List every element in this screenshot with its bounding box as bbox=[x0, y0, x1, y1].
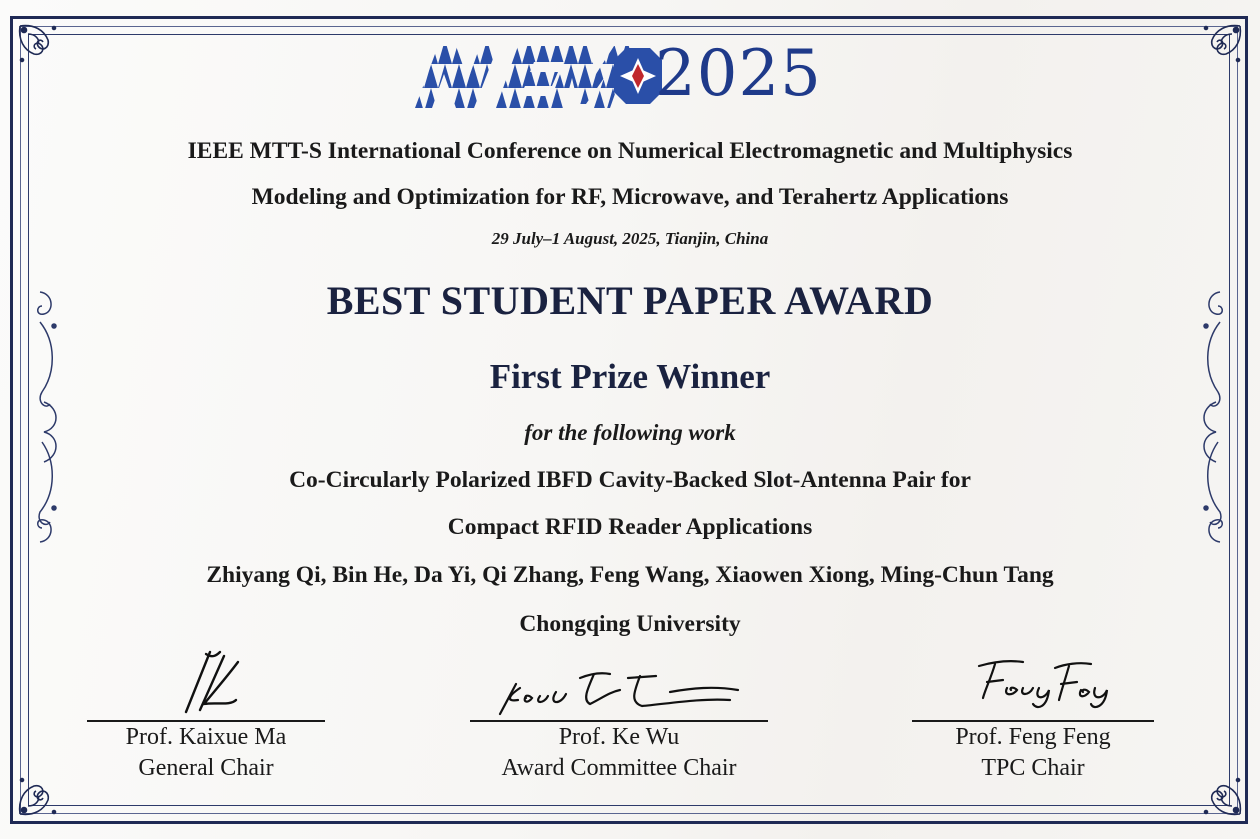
signature-feng-feng-icon bbox=[933, 648, 1133, 720]
prize-level: First Prize Winner bbox=[489, 357, 771, 396]
signatory-tpc-chair bbox=[912, 648, 1154, 784]
signatory-role: TPC Chair bbox=[981, 755, 1085, 781]
signatory-role: General Chair bbox=[138, 755, 274, 781]
paper-title-line-1: Co-Circularly Polarized IBFD Cavity-Backed Slot-Antenna Pair for bbox=[289, 467, 971, 493]
award-intro: for the following work bbox=[524, 420, 736, 445]
logo-year: 2025 bbox=[655, 37, 822, 111]
signatory-role: Award Committee Chair bbox=[501, 755, 737, 781]
corner-ornament-bottom-left-icon bbox=[14, 762, 72, 820]
signatory-award-committee-chair bbox=[470, 648, 768, 784]
signatory-name: Prof. Ke Wu bbox=[558, 724, 680, 750]
signature-kaixue-ma-icon bbox=[146, 648, 266, 720]
signatory-name: Prof. Feng Feng bbox=[955, 724, 1111, 750]
signatory-general-chair bbox=[86, 648, 326, 784]
award-title: BEST STUDENT PAPER AWARD bbox=[326, 278, 934, 323]
conference-name-line-1: IEEE MTT-S International Conference on Numerical Electromagnetic and Multiphysics bbox=[187, 138, 1073, 164]
affiliation: Chongqing University bbox=[519, 611, 741, 637]
corner-ornament-top-right-icon bbox=[1188, 20, 1246, 78]
paper-title-line-2: Compact RFID Reader Applications bbox=[447, 514, 813, 540]
signatory-name: Prof. Kaixue Ma bbox=[125, 724, 287, 750]
corner-ornament-top-left-icon bbox=[14, 20, 72, 78]
conference-dates: 29 July–1 August, 2025, Tianjin, China bbox=[491, 229, 769, 248]
conference-name-line-2: Modeling and Optimization for RF, Microwave, and Terahertz Applications bbox=[251, 184, 1009, 210]
signature-ke-wu-icon bbox=[470, 648, 768, 720]
corner-ornament-bottom-right-icon bbox=[1188, 762, 1246, 820]
paper-authors: Zhiyang Qi, Bin He, Da Yi, Qi Zhang, Feng Wang, Xiaowen Xiong, Ming-Chun Tang bbox=[206, 562, 1054, 588]
